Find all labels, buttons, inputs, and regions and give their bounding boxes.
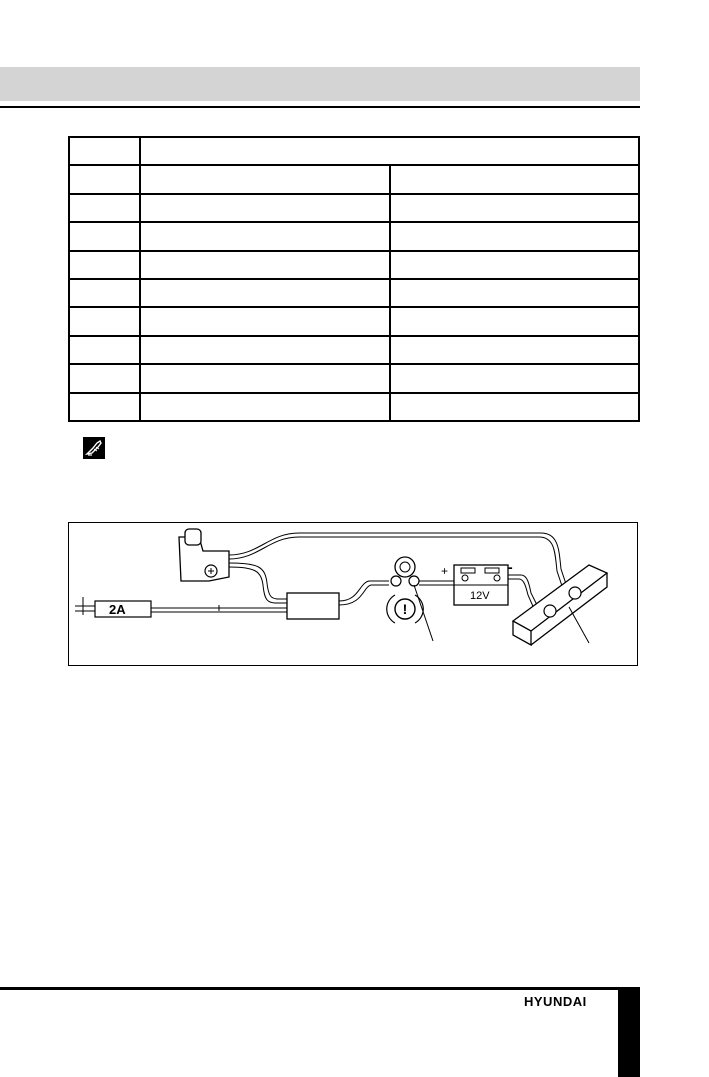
table-row	[69, 165, 639, 193]
table-cell	[69, 137, 140, 165]
wiring-diagram	[68, 522, 638, 666]
table-cell	[140, 251, 390, 279]
table-cell	[69, 222, 140, 250]
table-row	[69, 137, 639, 165]
table-row	[69, 336, 639, 364]
table-cell	[69, 393, 140, 421]
fuse-label: 2A	[109, 602, 126, 617]
table-cell	[390, 279, 640, 307]
page-tab	[618, 990, 640, 1077]
table-row	[69, 222, 639, 250]
pin-assignment-table	[68, 136, 640, 422]
table-row	[69, 364, 639, 392]
table-cell	[390, 165, 640, 193]
table-cell	[69, 279, 140, 307]
table-cell	[69, 251, 140, 279]
table-cell	[69, 165, 140, 193]
header-band	[0, 67, 640, 101]
table-cell	[390, 336, 640, 364]
header-rule	[0, 106, 640, 108]
table-cell	[69, 364, 140, 392]
table-cell	[390, 364, 640, 392]
table-cell	[390, 393, 640, 421]
warning-symbol: !	[402, 601, 408, 617]
battery-plus-label: +	[441, 564, 449, 578]
brand-logo: HYUNDAI	[524, 994, 587, 1009]
table-cell	[390, 307, 640, 335]
table-cell	[390, 251, 640, 279]
table-row	[69, 194, 639, 222]
table-row	[69, 393, 639, 421]
table-row	[69, 279, 639, 307]
table-row	[69, 307, 639, 335]
table-row	[69, 251, 639, 279]
battery-minus-label: -	[508, 559, 513, 575]
table-cell	[140, 137, 639, 165]
table-cell	[69, 336, 140, 364]
note-hand-icon	[83, 437, 105, 459]
table-cell	[390, 222, 640, 250]
table-cell	[390, 194, 640, 222]
table-cell	[140, 194, 390, 222]
battery-label: 12V	[470, 590, 490, 602]
table-cell	[140, 279, 390, 307]
table-cell	[140, 336, 390, 364]
table-cell	[140, 165, 390, 193]
table-cell	[140, 307, 390, 335]
footer-rule	[0, 987, 640, 990]
table-cell	[69, 194, 140, 222]
table-cell	[69, 307, 140, 335]
table-cell	[140, 222, 390, 250]
table-cell	[140, 393, 390, 421]
table-cell	[140, 364, 390, 392]
